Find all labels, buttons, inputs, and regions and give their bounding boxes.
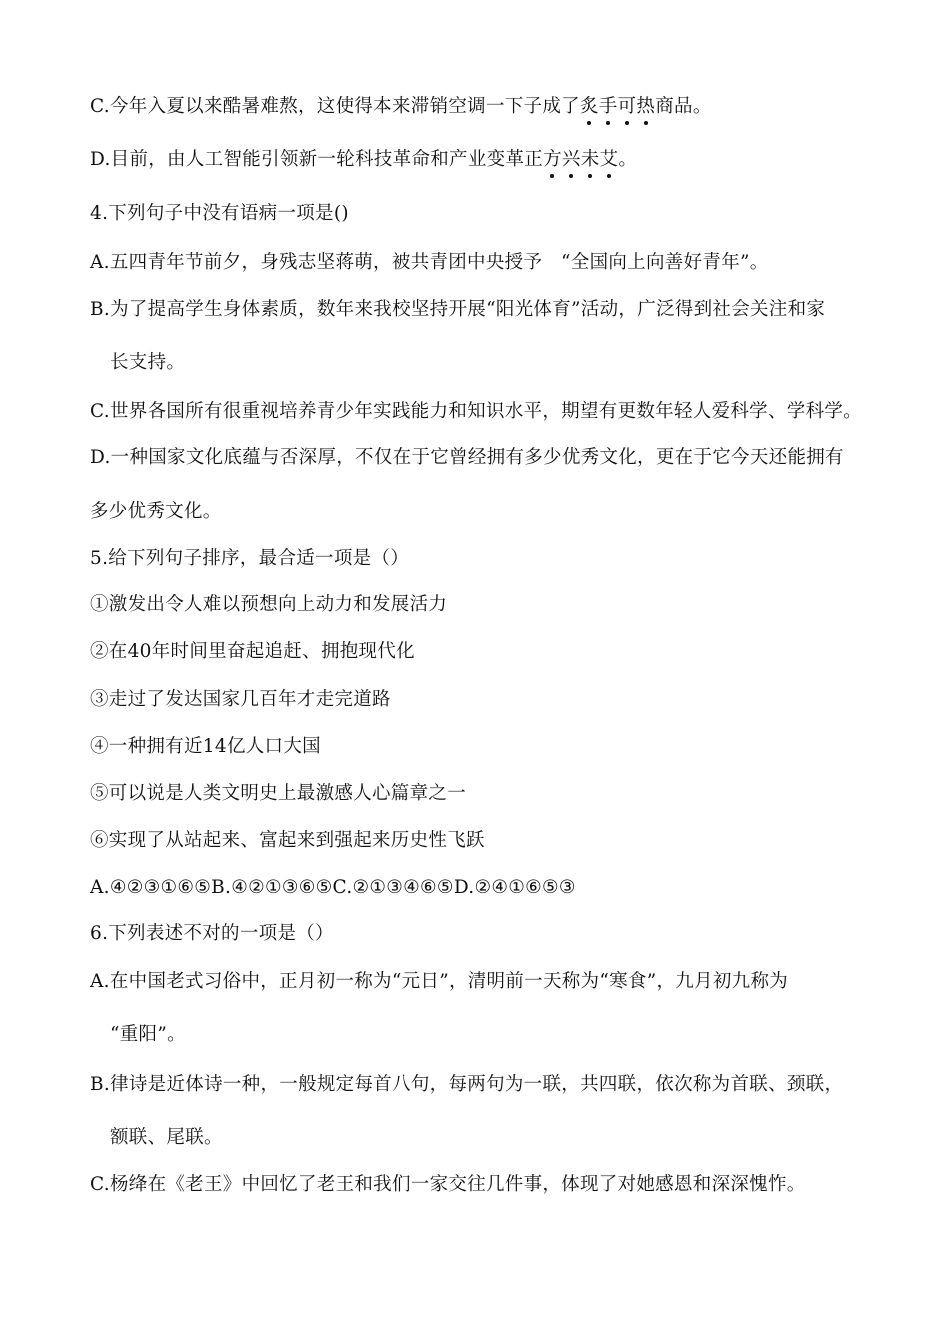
sentence-6: ⑥实现了从站起来、富起来到强起来历史性飞跃 [90, 830, 485, 851]
emphasis-char: 手 [598, 96, 618, 117]
sentence-2: ②在40年时间里奋起追赶、拥抱现代化 [90, 641, 415, 662]
emphasis-char: 艾 [599, 149, 619, 170]
option-c-line: C.今年入夏以来酷暑难熬，这使得本来滞销空调一下子成了炙手可热商品。 [90, 96, 712, 117]
q5-answer-options: A.④②③①⑥⑤B.④②①③⑥⑤C.②①③④⑥⑤D.②④①⑥⑤③ [90, 877, 576, 898]
q6-option-c: C.杨绛在《老王》中回忆了老王和我们一家交往几件事，体现了对她感恩和深深愧怍。 [90, 1174, 806, 1195]
q4-option-b-cont: 长支持。 [110, 352, 186, 373]
sentence-1: ①激发出令人难以预想向上动力和发展活力 [90, 594, 448, 615]
q4-option-b: B.为了提高学生身体素质，数年来我校坚持开展“阳光体育”活动，广泛得到社会关注和家 [90, 299, 826, 320]
q6-option-b-cont: 额联、尾联。 [110, 1127, 223, 1148]
q6-option-b: B.律诗是近体诗一种，一般规定每首八句，每两句为一联，共四联，依次称为首联、颈联， [90, 1074, 844, 1095]
q4-option-d-cont: 多少优秀文化。 [90, 501, 222, 522]
option-d-line: D.目前，由人工智能引领新一轮科技革命和产业变革正方兴未艾。 [90, 149, 638, 170]
emphasis-char: 方 [543, 149, 562, 170]
emphasis-char: 未 [580, 149, 600, 170]
question-6-title: 6.下列表述不对的一项是（） [90, 923, 334, 944]
sentence-4: ④一种拥有近14亿人口大国 [90, 736, 321, 757]
emphasis-char: 炙 [579, 96, 599, 117]
emphasis-char: 可 [617, 96, 637, 117]
sentence-5: ⑤可以说是人类文明史上最激感人心篇章之一 [90, 783, 467, 804]
q4-option-c: C.世界各国所有很重视培养青少年实践能力和知识水平，期望有更数年轻人爱科学、学科学。 [90, 401, 862, 422]
q6-option-a-cont: “重阳”。 [110, 1024, 186, 1045]
sentence-3: ③走过了发达国家几百年才走完道路 [90, 689, 391, 710]
question-5-title: 5.给下列句子排序，最合适一项是（） [90, 548, 410, 569]
q6-option-a: A.在中国老式习俗中，正月初一称为“元日”，清明前一天称为“寒食”，九月初九称为 [90, 971, 789, 992]
q4-option-d: D.一种国家文化底蕴与否深厚，不仅在于它曾经拥有多少优秀文化，更在于它今天还能拥有 [90, 447, 844, 468]
question-4-title: 4.下列句子中没有语病一项是() [90, 203, 349, 224]
emphasis-char: 热 [636, 96, 656, 117]
q4-option-a: A.五四青年节前夕，身残志坚蒋萌，被共青团中央授予 “全国向上向善好青年”。 [90, 252, 769, 273]
emphasis-char: 兴 [561, 149, 581, 170]
